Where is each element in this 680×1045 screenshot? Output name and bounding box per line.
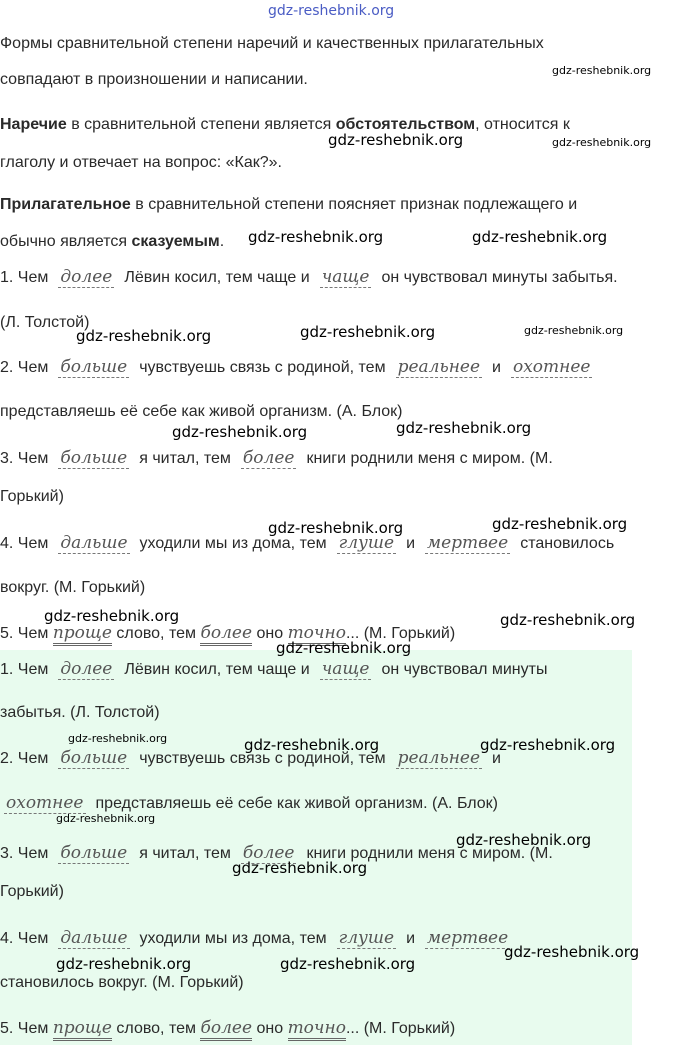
site-watermark-top: gdz-reshebnik.org (268, 3, 395, 19)
predicate-word: точно (288, 1018, 346, 1041)
text: книги роднили меня с миром. (М. (306, 845, 553, 862)
site-watermark: gdz-reshebnik.org (68, 732, 168, 745)
text: ... (М. Горький) (345, 1020, 456, 1037)
task-sentence-2-cont: представляешь её себе как живой организм. (А. Блок) (0, 403, 403, 420)
answer-sentence-4 (0, 928, 510, 949)
handwritten-word: более (242, 843, 295, 863)
site-watermark: gdz-reshebnik.org (56, 812, 156, 825)
answer-sentence-2-cont (4, 793, 498, 814)
handwritten-word: более (242, 448, 295, 468)
predicate-word: более (200, 623, 252, 646)
text: 2. Чем (0, 359, 49, 376)
site-watermark: gdz-reshebnik.org (276, 639, 412, 657)
text: 4. Чем (0, 930, 49, 947)
site-watermark: gdz-reshebnik.org (248, 228, 384, 246)
answer-sentence-1-cont: забытья. (Л. Толстой) (0, 704, 160, 721)
text: представляешь её себе как живой организм. (А. Блок) (95, 795, 498, 812)
text: он чувствовал минуты (381, 661, 548, 678)
site-watermark: gdz-reshebnik.org (524, 324, 624, 337)
handwritten-word: чаще (321, 659, 370, 679)
text: слово, тем (116, 1020, 196, 1037)
task-sentence-1-author: (Л. Толстой) (0, 314, 90, 331)
predicate-word: проще (53, 623, 112, 646)
text: чувствуешь связь с родиной, тем (139, 359, 386, 376)
task-sentence-2 (0, 357, 592, 378)
site-watermark: gdz-reshebnik.org (396, 419, 532, 437)
adjective-line-2 (0, 233, 224, 251)
adjective-text-2: обычно является (0, 233, 132, 250)
site-watermark: gdz-reshebnik.org (504, 943, 640, 961)
site-watermark: gdz-reshebnik.org (552, 136, 652, 149)
answer-sentence-3-cont: Горький) (0, 883, 64, 900)
text: 5. Чем (0, 625, 49, 642)
text: чувствуешь связь с родиной, тем (139, 750, 386, 767)
text: слово, тем (116, 625, 196, 642)
site-watermark: gdz-reshebnik.org (56, 955, 192, 973)
task-sentence-1 (0, 267, 618, 288)
handwritten-word: охотнее (512, 357, 591, 377)
handwritten-word: мертвее (427, 533, 509, 553)
site-watermark: gdz-reshebnik.org (172, 423, 308, 441)
adjective-term: Прилагательное (0, 196, 131, 213)
handwritten-word: долее (60, 267, 113, 287)
site-watermark: gdz-reshebnik.org (44, 607, 180, 625)
adjective-dot: . (219, 233, 225, 250)
text: он чувствовал минуты забытья. (381, 269, 618, 286)
predicate-word: более (200, 1018, 252, 1041)
handwritten-word: охотнее (6, 793, 84, 813)
predicate-word: проще (53, 1018, 112, 1041)
text: 1. Чем (0, 269, 49, 286)
text: уходили мы из дома, тем (139, 930, 327, 947)
text: Лёвин косил, тем чаще и (124, 661, 310, 678)
task-sentence-3-cont: Горький) (0, 488, 64, 505)
adjective-text: в сравнительной степени поясняет признак подлежащего и (130, 196, 578, 213)
site-watermark: gdz-reshebnik.org (244, 736, 380, 754)
handwritten-word: долее (60, 659, 113, 679)
adverb-term: Наречие (0, 116, 67, 133)
site-watermark: gdz-reshebnik.org (328, 131, 464, 149)
site-watermark: gdz-reshebnik.org (456, 831, 592, 849)
site-watermark: gdz-reshebnik.org (268, 519, 404, 537)
handwritten-word: дальше (60, 533, 128, 553)
adverb-role: обстоятельством (335, 116, 476, 133)
intro-line-2: совпадают в произношении и написании. (0, 71, 308, 88)
site-watermark: gdz-reshebnik.org (500, 611, 636, 629)
text: 2. Чем (0, 750, 49, 767)
task-sentence-4-cont: вокруг. (М. Горький) (0, 579, 146, 596)
text: я читал, тем (139, 450, 231, 467)
handwritten-word: больше (60, 448, 128, 468)
handwritten-word: реальнее (397, 357, 481, 377)
site-watermark: gdz-reshebnik.org (552, 64, 652, 77)
text: 4. Чем (0, 535, 49, 552)
text: 3. Чем (0, 845, 49, 862)
text: 3. Чем (0, 450, 49, 467)
adverb-text: в сравнительной степени является (66, 116, 336, 133)
task-sentence-3 (0, 448, 553, 469)
text: и (406, 930, 415, 947)
adverb-line-1 (0, 116, 570, 134)
handwritten-word: дальше (60, 928, 128, 948)
text: ... (М. Горький) (345, 625, 456, 642)
intro-line-1: Формы сравнительной степени наречий и качественных прилагательных (0, 35, 544, 52)
site-watermark: gdz-reshebnik.org (76, 327, 212, 345)
site-watermark: gdz-reshebnik.org (492, 515, 628, 533)
predicate-word: точно (288, 623, 346, 646)
answer-sentence-1 (0, 659, 547, 680)
handwritten-word: глуше (338, 928, 395, 948)
adjective-line-1 (0, 196, 577, 214)
text: я читал, тем (139, 845, 231, 862)
text: и (492, 750, 501, 767)
handwritten-word: чаще (321, 267, 370, 287)
text: Лёвин косил, тем чаще и (124, 269, 310, 286)
text: оно (256, 1020, 284, 1037)
text: оно (256, 625, 284, 642)
adverb-text-2: , относится к (475, 116, 570, 133)
text: 5. Чем (0, 1020, 49, 1037)
handwritten-word: больше (60, 357, 128, 377)
site-watermark: gdz-reshebnik.org (280, 955, 416, 973)
site-watermark: gdz-reshebnik.org (480, 736, 616, 754)
answer-sentence-5 (0, 1018, 455, 1038)
handwritten-word: больше (60, 843, 128, 863)
handwritten-word: глуше (338, 533, 395, 553)
answer-sentence-4-cont: становилось вокруг. (М. Горький) (0, 974, 244, 991)
adjective-role: сказуемым (131, 233, 220, 250)
text: становилось (520, 535, 615, 552)
text: книги роднили меня с миром. (М. (306, 450, 553, 467)
text: и (406, 535, 415, 552)
adverb-line-2: глаголу и отвечает на вопрос: «Как?». (0, 154, 282, 171)
handwritten-word: больше (60, 748, 128, 768)
site-watermark: gdz-reshebnik.org (472, 228, 608, 246)
handwritten-word: мертвее (427, 928, 509, 948)
text: 1. Чем (0, 661, 49, 678)
handwritten-word: реальнее (397, 748, 481, 768)
text: и (492, 359, 501, 376)
site-watermark: gdz-reshebnik.org (232, 859, 368, 877)
text: уходили мы из дома, тем (139, 535, 327, 552)
site-watermark: gdz-reshebnik.org (300, 323, 436, 341)
